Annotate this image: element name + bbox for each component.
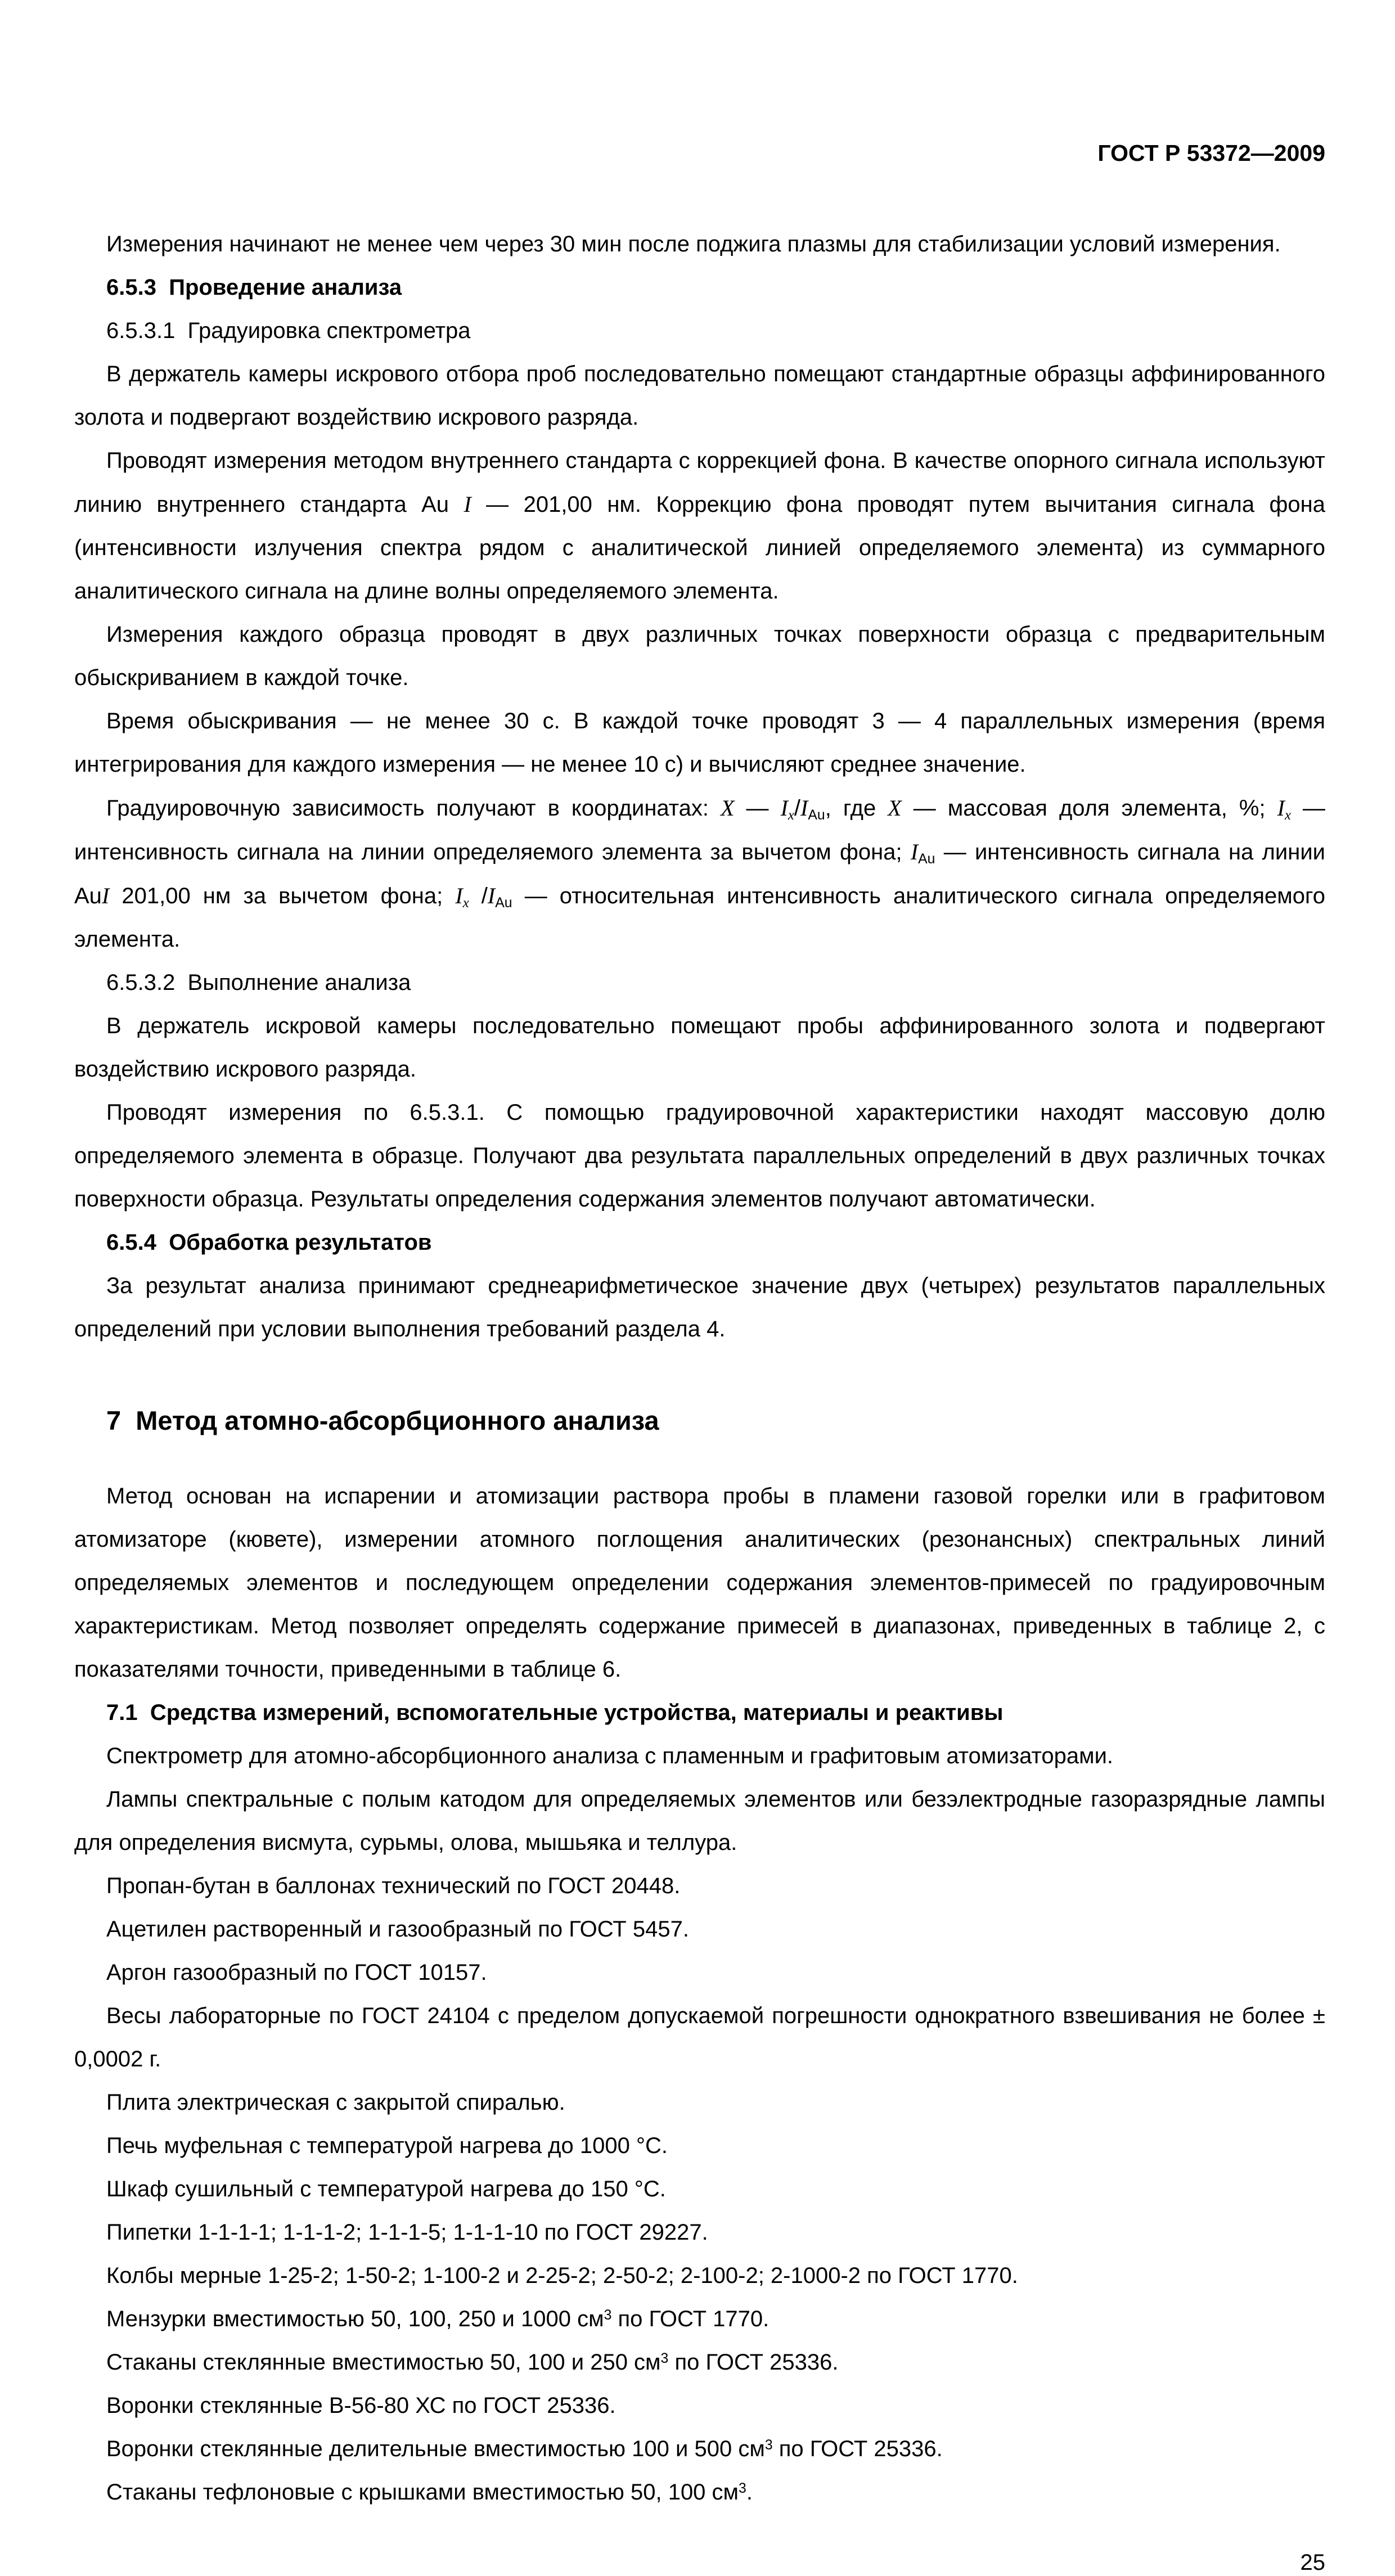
math-symbol: I: [487, 883, 496, 908]
page-number: 25: [1300, 2550, 1325, 2575]
paragraph: Шкаф сушильный с температурой нагрева до 150 °С.: [106, 2177, 666, 2201]
paragraph: Градуировочную зависимость получают в координатах: X — Ix/IAu, где X — массовая доля элемента, %; Ix — интенсивность сигнала на линии определяемого элемента за вычетом фона; IAu — интенсивность сигнала на линии AuI 201,00 нм за вычетом фона; Ix /IAu — относительная интенсивность аналитического сигнала определяемого элемента.: [74, 795, 1326, 952]
paragraph: Ацетилен растворенный и газообразный по ГОСТ 5457.: [106, 1917, 689, 1942]
paragraph: Спектрометр для атомно-абсорбционного анализа с пламенным и графитовым атомизаторами.: [106, 1744, 1114, 1768]
math-symbol: I: [455, 883, 463, 908]
paragraph: Измерения начинают не менее чем через 30 мин после поджига плазмы для стабилизации условий измерения.: [106, 232, 1281, 256]
paragraph: Мензурки вместимостью 50, 100, 250 и 1000 $см^3$ по ГОСТ 1770.: [106, 2307, 770, 2331]
superscript: 3: [764, 2437, 773, 2453]
paragraph: Время обыскривания — не менее 30 с. В каждой точке проводят 3 — 4 параллельных измерения (время интегрирования для каждого измерения — не менее 10 с) и вычисляют среднее значение.: [74, 709, 1325, 777]
paragraph: Воронки стеклянные В-56-80 ХС по ГОСТ 25336.: [106, 2393, 616, 2418]
paragraph: 6.5.3.2 Выполнение анализа: [106, 970, 411, 995]
paragraph: Измерения каждого образца проводят в двух различных точках поверхности образца с предварительным обыскриванием в каждой точке.: [74, 622, 1325, 690]
subscript: Au: [495, 895, 512, 911]
document-content: [74, 223, 1325, 2514]
paragraph: Аргон газообразный по ГОСТ 10157.: [106, 1960, 487, 1985]
paragraph: 6.5.3.1 Градуировка спектрометра: [106, 318, 471, 343]
math-symbol: X: [721, 795, 735, 821]
paragraph: В держатель камеры искрового отбора проб последовательно помещают стандартные образцы аффинированного золота и подвергают воздействию искрового разряда.: [74, 362, 1325, 430]
subscript: x: [788, 807, 794, 823]
paragraph: Весы лабораторные по ГОСТ 24104 с пределом допускаемой погрешности однократного взвешивания не более ± 0,0002 г.: [74, 2003, 1325, 2071]
subscript: x: [1284, 807, 1291, 823]
paragraph: Печь муфельная с температурой нагрева до 1000 °С.: [106, 2133, 668, 2158]
paragraph: Стаканы стеклянные вместимостью 50, 100 и 250 $см^3$ по ГОСТ 25336.: [106, 2350, 839, 2375]
subscript: Au: [918, 851, 935, 867]
math-symbol: I: [780, 795, 788, 821]
math-symbol: X: [888, 795, 902, 821]
page-footer: [74, 2549, 1325, 2576]
paragraph: Колбы мерные 1-25-2; 1-50-2; 1-100-2 и 2-25-2; 2-50-2; 2-100-2; 2-1000-2 по ГОСТ 1770.: [106, 2263, 1018, 2288]
paragraph: Проводят измерения по 6.5.3.1. С помощью градуировочной характеристики находят массовую долю определяемого элемента в образце. Получают два результата параллельных определений в двух различных точках поверхности образца. Результаты определения содержания элементов получают автоматически.: [74, 1100, 1325, 1212]
paragraph: Метод основан на испарении и атомизации раствора пробы в пламени газовой горелки или в графитовом атомизаторе (кювете), измерении атомного поглощения аналитических (резонансных) спектральных линий определяемых элементов и последующем определении содержания элементов-примесей по градуировочным характеристикам. Метод позволяет определять содержание примесей в диапазонах, приведенных в таблице 2, с показателями точности, приведенными в таблице 6.: [74, 1484, 1325, 1682]
math-symbol: I: [910, 839, 919, 864]
math-symbol: I: [464, 492, 471, 517]
standard-number: ГОСТ Р 53372—2009: [1097, 140, 1325, 166]
paragraph: Плита электрическая с закрытой спиралью.: [106, 2090, 565, 2115]
superscript: 3: [660, 2350, 669, 2366]
paragraph: Проводят измерения методом внутреннего стандарта с коррекцией фона. В качестве опорного сигнала используют линию внутреннего стандарта Au I — 201,00 нм. Коррекцию фона проводят путем вычитания сигнала фона (интенсивности излучения спектра рядом с аналитической линией определяемого элемента) из суммарного аналитического сигнала на длине волны определяемого элемента.: [74, 448, 1325, 604]
subsection-heading: 6.5.3 Проведение анализа: [106, 275, 402, 300]
subsection-heading: 6.5.4 Обработка результатов: [106, 1230, 432, 1255]
page-header: [74, 139, 1325, 166]
paragraph: За результат анализа принимают среднеарифметическое значение двух (четырех) результатов параллельных определений при условии выполнения требований раздела 4.: [74, 1273, 1325, 1341]
paragraph: Лампы спектральные с полым катодом для определяемых элементов или безэлектродные газоразрядные лампы для определения висмута, сурьмы, олова, мышьяка и теллура.: [74, 1787, 1325, 1855]
paragraph: Стаканы тефлоновые с крышками вместимостью 50, 100 $см^3$.: [106, 2480, 753, 2505]
paragraph: Воронки стеклянные делительные вместимостью 100 и 500 $см^3$ по ГОСТ 25336.: [106, 2437, 943, 2461]
paragraph: Пропан-бутан в баллонах технический по ГОСТ 20448.: [106, 1874, 681, 1898]
subscript: Au: [808, 807, 825, 823]
paragraph: Пипетки 1-1-1-1; 1-1-1-2; 1-1-1-5; 1-1-1-10 по ГОСТ 29227.: [106, 2220, 708, 2245]
superscript: 3: [739, 2480, 746, 2496]
math-symbol: I: [800, 795, 808, 821]
superscript: 3: [604, 2307, 612, 2323]
section-heading: 7 Метод атомно-абсорбционного анализа: [106, 1406, 659, 1435]
subsection-heading: 7.1 Средства измерений, вспомогательные устройства, материалы и реактивы: [106, 1700, 1004, 1725]
math-symbol: I: [1277, 795, 1285, 821]
subscript: x: [462, 895, 469, 911]
math-symbol: I: [101, 883, 110, 908]
paragraph: В держатель искровой камеры последовательно помещают пробы аффинированного золота и подвергают воздействию искрового разряда.: [74, 1014, 1325, 1082]
